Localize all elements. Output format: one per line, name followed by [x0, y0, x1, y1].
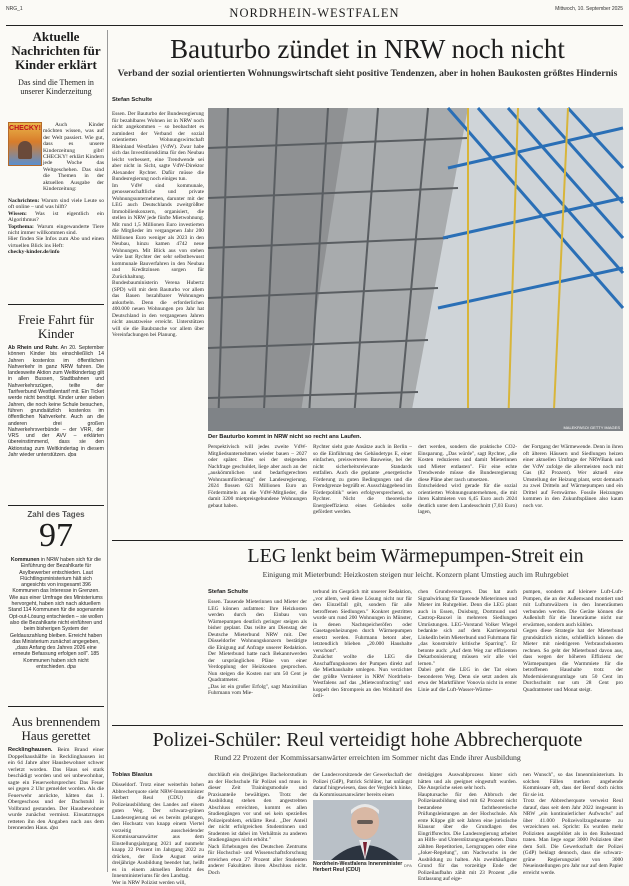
lead-photo	[208, 108, 623, 431]
sidebar-rule	[8, 505, 104, 506]
ticket-dateline: Ab Rhein und Ruhr.	[8, 345, 59, 351]
number-text: in NRW haben sich für die Einführung der Bezahlkarte für Asylbewerber entschieden. Laut Flüchtlingsministerium hält sich angesichts von insgesamt 396 Kommunen das Interesse in Grenzen. Wie aus einer Umfrage des Ministeriums hervorgeht, haben sich nach aktuellem Stand 114 Kommunen für die sogenannte Opt-out-Lösung entschieden – sie wollen also die Bezahlkarte nicht einführen und beim bisherigen System der Geldauszahlung bleiben. Erreicht haben das Ministerium zunächst angegeben, „dass Anfang des Jahres 2026 eine erneute Befassung erfolgen soll". 185 Kommunen haben sich nicht entschieden.	[8, 557, 104, 671]
lead-subhead: Verband der sozial orientierten Wohnungswirtschaft sieht positive Tendenzen, aber in hohen Baukosten größtes Hindernis	[117, 68, 618, 79]
second-author: Stefan Schulte	[208, 589, 249, 595]
section-rule	[112, 540, 623, 541]
ticket-agency: dpa	[67, 452, 77, 459]
sidebar-rule	[8, 304, 104, 305]
ticket-title: Freie Fahrt für Kinder	[18, 312, 94, 341]
fire-text: Beim Brand einer Doppelhaushälfte in Recklinghausen ist ein 64 Jahre alter Hausbewohner schwer verletzt worden. Das Haus sei stark beschädigt worden und sei unbewohnbar, sagte ein Feuerwehrsprecher. Das Feuer sei gegen 2 Uhr gemeldet worden. Als die Feuerwehr anrückte, hätten das 1. Obergeschoss und der Dachstuhl in Vollbrand gestanden. Der Hausbewohner wurde zunächst vermisst. Einsatztrupps retteten ihn den Angaben nach aus dem brennenden Haus.	[8, 747, 104, 831]
kids-item-label: Topthema:	[8, 223, 34, 230]
fire-agency: dpa	[49, 825, 59, 831]
kids-items	[8, 198, 104, 298]
ticket-body	[8, 345, 104, 497]
lead-photo-caption: Der Bauturbo kommt in NRW nicht so recht ans Laufen.	[208, 434, 362, 440]
lead-col-1: Essen. Der Bauturbo der Bundesregierung für bezahlbares Wohnen ist in NRW noch nicht angekommen – so beobachtet es zumindest der Verband der sozial orientierten Wohnungswirtschaft Rheinland Westfalen (VdW). Zwar habe sich das Investitionsklima für den Neubau leicht verbessert, eine Trendwende sei aber nicht in Sicht, sagte VdW-Direktor Alexander Rychter. Dafür müsse die Bundesregierung noch einiges tun. Im VdW sind kommunale, genossenschaftliche und private Wohnungsunternehmen, darunter mit der LEG auch Deutschlands zweitgrößter Immobilienkonzern, organisiert, die stellen in NRW jede fünfte Mietwohnung. Mit rund 1,5 Millionen Euro investierten die Mitglieder im vergangenen Jahr 200 Millionen Euro weniger als 2023 in den Neubau, hinzu kamen 4742 neue Wohnungen. Mit Blick aus von stehen wäre laut Rychter der sehr selbstbewusst kommunale Bauverfahren in den Neubau und Kreditzinsen sorgen für Zurückhaltung. Bundesbauministerin Verena Hubertz (SPD) will mit dem Bauturbo vor allem das Bauen bezahlbarer Wohnungen ankurbeln. Denn die erforderlichen 400.000 neuen Wohnungen pro Jahr hat Deutschland in den vergangenen Jahren nicht ansatzweise erreicht. Unterstützen will sie die Baubranche vor allem über Vereinfachungen bei Planung.	[112, 111, 204, 338]
kids-outro: Hier finden Sie Infos zum Abo und einen virtuellen Blick ins Heft:	[8, 236, 104, 249]
second-col-4: pumpen, sondern auf kleinere Luft-Luft-Pumpen, die an der Außenwand montiert und mit Luftumwälzern in den Innenräumen verbunden werden. Die Geräte können die Außenluft für die Innenräume nicht nur erwärmen, sondern auch kühlen. Gegen diese Strategie hat der Mieterbund grundsätzlich nichts, schließlich können die Mieter mit niedrigeren Verbrauchskosten rechnen. So geht der Mieterbund davon aus, dass wegen der höheren Effizienz der Wärmepumpen die Warmmiete für die betroffenen Haushalte trotz der Modernisierungsumlage um 50 Cent im Durchschnitt nur um 28 Cent pro Quadratmeter und Monat steigt.	[523, 589, 623, 693]
number-agency: dpa	[67, 664, 76, 671]
scaffolding-image	[208, 108, 623, 431]
kids-item-label: Wissen:	[8, 210, 27, 217]
header-rule	[6, 25, 623, 26]
kids-item	[8, 211, 104, 224]
number-lead: Kommunen	[10, 557, 40, 563]
section-title: NORDRHEIN-WESTFALEN	[229, 6, 400, 20]
lead-headline: Bauturbo zündet in NRW noch nicht	[170, 34, 565, 64]
lead-col-2: Perspektivisch will jedes zweite VdW-Mitgliedsunternehmen wieder bauen – 2027 oder später. Dies sei der steigenden Nachfrage geschuldet, liege aber auch an der „auskömmlichen und bedarfsgerechten Wohnraumförderung" der Landesregierung. 2024 flossen 621 Millionen Euro an Fördermitteln an die VdW-Mitglieder, die damit 3200 mietpreisgebundene Wohnungen gebaut haben.	[208, 444, 307, 509]
fire-title: Aus brennendem Haus gerettet	[11, 714, 101, 743]
third-author: Tobias Blasius	[112, 772, 153, 778]
kids-cover-figure	[18, 141, 32, 159]
third-col-1: Düsseldorf. Trotz einer weiterhin hohen Abbrecherquote sieht NRW-Innenminister Herbert Reul (CDU) die Polizeiausbildung des Landes auf einem guten Weg. Der schwarz-grünen Landesregierung sei es bereits gelungen, den Hochsatz von knapp einem Viertel vorzeitig ausscheidender Kommissarsanwärter aus dem Einstellungsjahrgang 2021 auf nunmehr knapp 22 Prozent im Jahrgang 2022 zu drücken, der Ende August seine dreijährige Ausbildung beendet hat, heißt es in einem aktuellen Bericht des Innenministeriums für den Landtag. Wer in NRW Polizist werden will,	[112, 782, 204, 886]
second-col-1: Essen. Tausende Mieterinnen und Mieter der LEG können aufatmen: Ihre Heizkosten werden durch den Einbau von Wärmepumpen deutlich geringer steigen als bisher geplant. Das teilte am Dienstag der Deutsche Mieterbund NRW mit. Der Düsseldorfer Wohnungskonzern bestätigte die Einigung auf Anfrage unserer Redaktion. Der Mieterbund hatte nach Bekanntwerden der ursprünglichen Pläne von einer Verdopplung der Heizkosten gesprochen. Nun steigen die Kosten nur um 50 Cent je Quadratmeter. „Das ist ein großer Erfolg", sagt Maximilian Fuhrmann vom Mie-	[208, 599, 307, 696]
kids-item-text: Warum sind viele Leute so oft online – und was hilft?	[8, 198, 104, 211]
lead-author: Stefan Schulte	[112, 97, 153, 103]
kids-subtitle: Das sind die Themen in unserer Kinderzeitung	[18, 78, 94, 96]
kids-item-label: Nachrichten:	[8, 198, 40, 204]
issue-date: Mittwoch, 10. September 2025	[555, 6, 623, 12]
second-col-2: terbund im Gespräch mit unserer Redaktion, „vor allem, weil diese Lösung nicht nur für den Einzelfall gilt, sondern für alle betroffenen Siedlungen." Konkret gestritten wurde um rund 200 Wohnungen in Münster, in denen Nachtspeicheröfen oder Gasetagenheizungen durch Wärmepumpen ersetzt werden. Fuhrmann betont aber, letztendlich blieben „20.000 Haushalte verschont". Zunächst wollte die LEG die Anschaffungskosten der Pumpen direkt auf die Miethaushalte umlegen. Nun verzichtet der größte Vermieter in NRW Nordrhein-Westfalens auf das „Mieteconfracting" und koppelt den Strompreis an den Wohltarif des örtli-	[313, 589, 412, 699]
reul-photo	[313, 800, 412, 860]
kids-cover-image	[8, 122, 42, 166]
ticket-text: An 20. September können Kinder bis einschließlich 14 Jahren kostenlos im öffentlichen Nahverkehr in ganz NRW fahren. Die landesweite Aktion zum Weltkindertag gilt in allen Bussen, Stadtbahnen und Nahverkehrszügen, teilte der Tarifverbund Westfalentarif mit. Ein Ticket werde nicht benötigt. Kinder unter sieben Jahren, die noch keine Schule besuchen, führen grundsätzlich kostenlos im öffentlichen Nahverkehr. Auch an die anderen drei großen Nahverkehrsverbünde – der VRR, der VRS und der AVV – erklärten übereinstimmend, dass sie den Aktionstag zum Weltkindertag in diesem Jahr wieder unterstützen.	[8, 345, 104, 459]
kids-item	[8, 198, 104, 211]
third-subhead: Rund 22 Prozent der Kommissarsanwärter erreichten im Sommer nicht das Ende ihrer Ausbildung	[214, 753, 521, 762]
second-subhead: Einigung mit Mieterbund: Heizkosten steigen nur leicht. Konzern plant Umstieg auch im Ruhrgebiet	[262, 570, 569, 579]
second-col-3: chen Grundversorgers. Das hat auch Signalwirkung für Tausende Mieterinnen und Mieter im Ruhrgebiet. Denn die LEG plant auch in Essen, Duisburg, Dortmund und Castrop-Rauxel in mehreren Siedlungen Umrüstungen. LEG-Vorstand Volker Wiegel bedankte sich auf dem Karriereportal LinkedIn beim Mieterbund und Fuhrmann für „das konstruktiv kritische Sparring". Er betonte auch: „Auf dem Weg zur effizienten Dekarbonisierung müssen wir alle viel lernen." Dabei geht die LEG in der Tat einen besonderen Weg. Denn sie setzt anders als etwa der Marktführer Vonovia nicht in erster Linie auf die Luft-Wasser-Wärme-	[418, 589, 517, 693]
kids-item	[8, 224, 104, 237]
kids-item-text: Warum eingewanderte Tiere nicht immer willkommen sind.	[8, 223, 104, 237]
number-value: 97	[39, 517, 73, 554]
kids-cover-brand: CHECKY!	[9, 125, 41, 132]
reul-photo-caption: Nordrhein-Westfalens Innenminister Herbert Reul (CDU)	[313, 861, 403, 873]
third-headline: Polizei-Schüler: Reul verteidigt hohe Abbrecherquote	[152, 729, 583, 751]
kids-intro: Auch Kinder möchten wissen, was auf der Welt passiert. Wie gut, dass es unsere Kinderzeitung gibt! CHECKY! erklärt Kindern jede Woche das Weltgeschehen. Das sind die Themen in der aktuellen Ausgabe der Kinderzeitung:	[43, 122, 104, 193]
number-body	[8, 557, 104, 699]
kids-title: Aktuelle Nachrichten für Kinder erklärt	[11, 29, 101, 72]
fire-body	[8, 747, 104, 869]
sidebar-divider	[107, 30, 108, 872]
fire-dateline: Recklinghausen.	[8, 747, 53, 753]
kids-link[interactable]: checky-kinder.de/info	[8, 249, 60, 256]
third-col-5: nen Wunsch", so das Innenministerium. In solchen Fällen merken angehende Kommissare oft, dass der Beruf doch nichts für sie ist. Trotz der Abbrecherquote verweist Reul darauf, dass seit dem Jahr 2022 insgesamt in NRW „ein kontinuierlicher Aufwuchs" auf über 41.000 Polizeivollzugsbeamte zu verzeichnen sei. Spricht: Es wurden mehr Polizisten ausgebildet als in den Ruhestand traten. Man liege sogar 3000 Polizisten über dem Soll. Die Gewerkschaft der Polizei (GdP) beklagt dennoch, dass die schwarz-grüne Regierungsziel von 3000 Neueinstellungen pro Jahr nur auf dem Papier erreicht werde.	[523, 772, 623, 876]
lead-col-3: Rychter sieht gute Ansätze auch in Berlin – so die Einführung des Gebäudetyps E, einer einfachen, preiswerteren Bauweise, bei der nicht sicherheitsrelevante Standards entfallen. Auch die geplante „energetische Förderung zu guten Bedingungen und die Fremdgrenze begrüßt er. Ausschlaggebend im Förderpolitik" seien erfolgversprechend, so Rychter. Nicht die theoretische Energieeffizienz eines Gebäudes solle gefördert werden.	[313, 444, 412, 515]
lead-col-4: dert werden, sondern die praktische CO2-Einsparung. „Das würde", sagt Rychter, „die Kosten reduzieren und damit Mieterinnen und Mieter entlasten". Für eine echte Trendwende müsse die Bundesregierung diese Pläne aber rasch umsetzen. Entscheidend wird gerade für die sozial orientierten Wohnungsunternehmen, die mit ihren Kaltmieten von 6,45 Euro auch 2024 deutlich unter dem Landesschnitt (7,03 Euro) lagen,	[418, 444, 517, 515]
third-col-2: durchläuft ein dreijähriges Bachelorstudium an der Hochschule für Polizei und muss in dieser Zeit Trainingsmodule und Praxisanteile bewältigen. Trotz der Ausbildung stehen den angestrebten Abschluss erreichten, kommt es allen Studiengängen vor und sei kein spezielles Polizeiproblem, erklärte Reul. „Der Anteil der nicht erfolgreichen Studentinnen und Studenten ist dabei im Verhältnis zu anderen Studiengängen nicht erhöht." Nach Erhebungen des Deutschen Zentrums für Hochschul- und Wissenschaftsforschung erreichen etwa 27 Prozent aller Studenten anderer Fakultäten ihren Abschluss nicht. Doch	[208, 772, 307, 876]
second-headline: LEG lenkt beim Wärmepumpen-Streit ein	[247, 545, 584, 567]
kids-item-text: Was ist eigentlich ein Algorithmus?	[8, 210, 104, 224]
lead-col-5: der Fortgang der Wärmewende. Denn in ihren oft älteren Häusern und Siedlungen heizen einer aktuellen Umfrage der NRWBank und der VdW zufolge die allermeisten noch mit Gas (82 Prozent). Wer aktuell eine Umstellung der Heizung plant, setzt demnach zu zwei Dritteln auf Wärmepumpen und ein Drittel auf Fernwärme. Fossile Heizungen kommen in den Zukunftsplänen also kaum noch vor.	[523, 444, 623, 509]
third-col-3: der Landesvorsitzende der Gewerkschaft der Polizei (GdP), Patrick Schlüter, hat unlängst darauf hingewiesen, dass der Vergleich hinke, da Kommissarsanwärter bereits einen	[313, 772, 412, 798]
third-col-4: dreitägigen Auswahlprozess hinter sich hätten und als geeignet eingestuft wurden. Die Ansprüche seien sehr hoch. Hauptursache für den Abbruch der Polizeiausbildung sind mit 62 Prozent nicht bestandene fachtheoretische Prüfungsleistungen an der Hochschule. Als erste Klippe gilt seit Jahren eine juristische Klausur über die Grundlagen des Eingriffsrechts. Die Landesregierung arbeitet an Hilfs- und Unterstützungsangeboten. Dazu zählten Repetitorien, Lerngruppen oder eine „Joker-Regelung", um Nachwuchs in der Ausbildung zu halten. Als zweithäufigster Grund für das vorzeitige Ende der Polizeilaufbahn zählt mit 23 Prozent „die Entlassung auf eige-	[418, 772, 517, 882]
reul-photo-credit: DPA	[404, 863, 412, 868]
section-rule	[112, 725, 623, 726]
lead-photo-credit: MALEKPASO/ GETTY IMAGES	[563, 425, 620, 430]
portrait-image	[313, 800, 412, 860]
number-kicker: Zahl des Tages	[27, 510, 85, 519]
sidebar-rule	[8, 706, 104, 707]
page-number: NRG_1	[6, 6, 23, 12]
